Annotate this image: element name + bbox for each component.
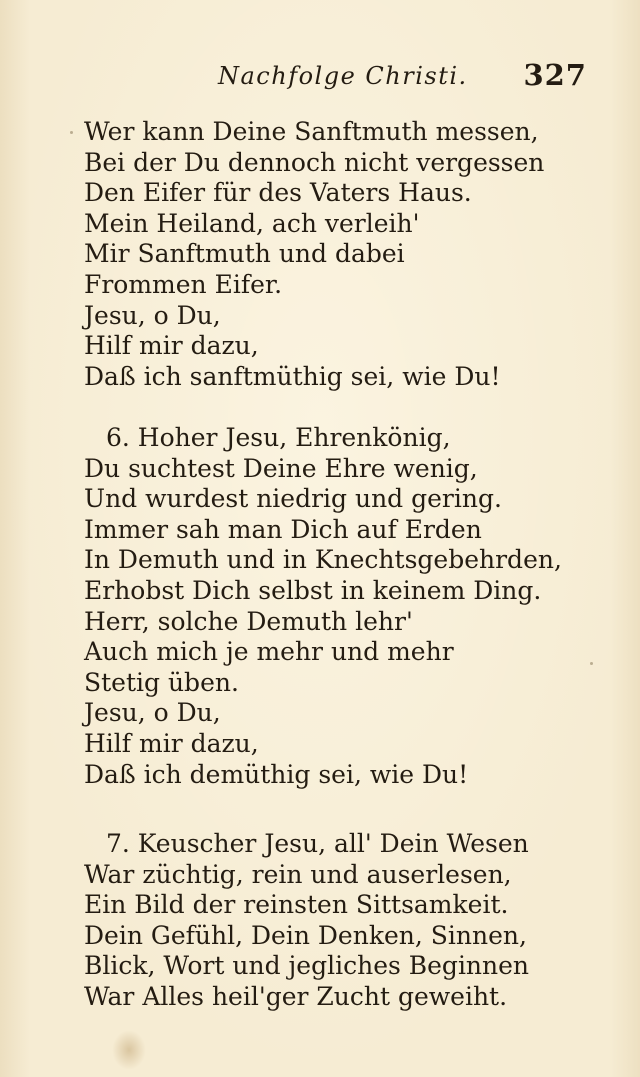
verse-line: Den Eifer für des Vaters Haus. <box>84 178 472 208</box>
verse-line: Mein Heiland, ach verleih' <box>84 208 420 238</box>
verse-line: Hilf mir dazu, <box>84 728 259 758</box>
verse-line: Mir Sanftmuth und dabei <box>84 239 405 269</box>
verse-line: Stetig üben. <box>84 667 239 697</box>
running-title: Nachfolge Christi. <box>218 62 468 90</box>
verse-6 <box>84 423 562 790</box>
paper-stain <box>112 1030 146 1070</box>
verse-line: Dein Gefühl, Dein Denken, Sinnen, <box>84 920 527 950</box>
verse-line: Frommen Eifer. <box>84 269 283 299</box>
ink-speck <box>590 662 593 665</box>
verse-line: Ein Bild der reinsten Sittsamkeit. <box>84 890 509 920</box>
verse-line: Herr, solche Demuth lehr' <box>84 606 413 636</box>
verse-line: Jesu, o Du, <box>84 300 221 330</box>
ink-speck <box>70 131 73 134</box>
verse-line: Daß ich sanftmüthig sei, wie Du! <box>84 361 501 391</box>
verse-line: Du suchtest Deine Ehre wenig, <box>84 453 478 483</box>
verse-line: Daß ich demüthig sei, wie Du! <box>84 759 469 789</box>
verse-line: Immer sah man Dich auf Erden <box>84 514 482 544</box>
verse-line: Auch mich je mehr und mehr <box>84 637 454 667</box>
verse-continuation <box>84 117 544 392</box>
verse-7 <box>84 829 529 1013</box>
verse-line: 7. Keuscher Jesu, all' Dein Wesen <box>106 829 529 858</box>
verse-line: War Alles heil'ger Zucht geweiht. <box>84 981 508 1011</box>
verse-line: Erhobst Dich selbst in keinem Ding. <box>84 575 542 605</box>
verse-line: Wer kann Deine Sanftmuth messen, <box>84 117 539 146</box>
verse-line: 6. Hoher Jesu, Ehrenkönig, <box>106 423 451 452</box>
page-number: 327 <box>523 58 587 92</box>
page-header <box>0 58 640 98</box>
verse-line: Hilf mir dazu, <box>84 331 259 361</box>
verse-line: In Demuth und in Knechtsgebehrden, <box>84 545 562 575</box>
verse-line: Blick, Wort und jegliches Beginnen <box>84 951 530 981</box>
verse-line: War züchtig, rein und auserlesen, <box>84 859 512 889</box>
verse-line: Jesu, o Du, <box>84 698 221 728</box>
verse-line: Bei der Du dennoch nicht vergessen <box>84 147 545 177</box>
verse-line: Und wurdest niedrig und gering. <box>84 484 502 514</box>
